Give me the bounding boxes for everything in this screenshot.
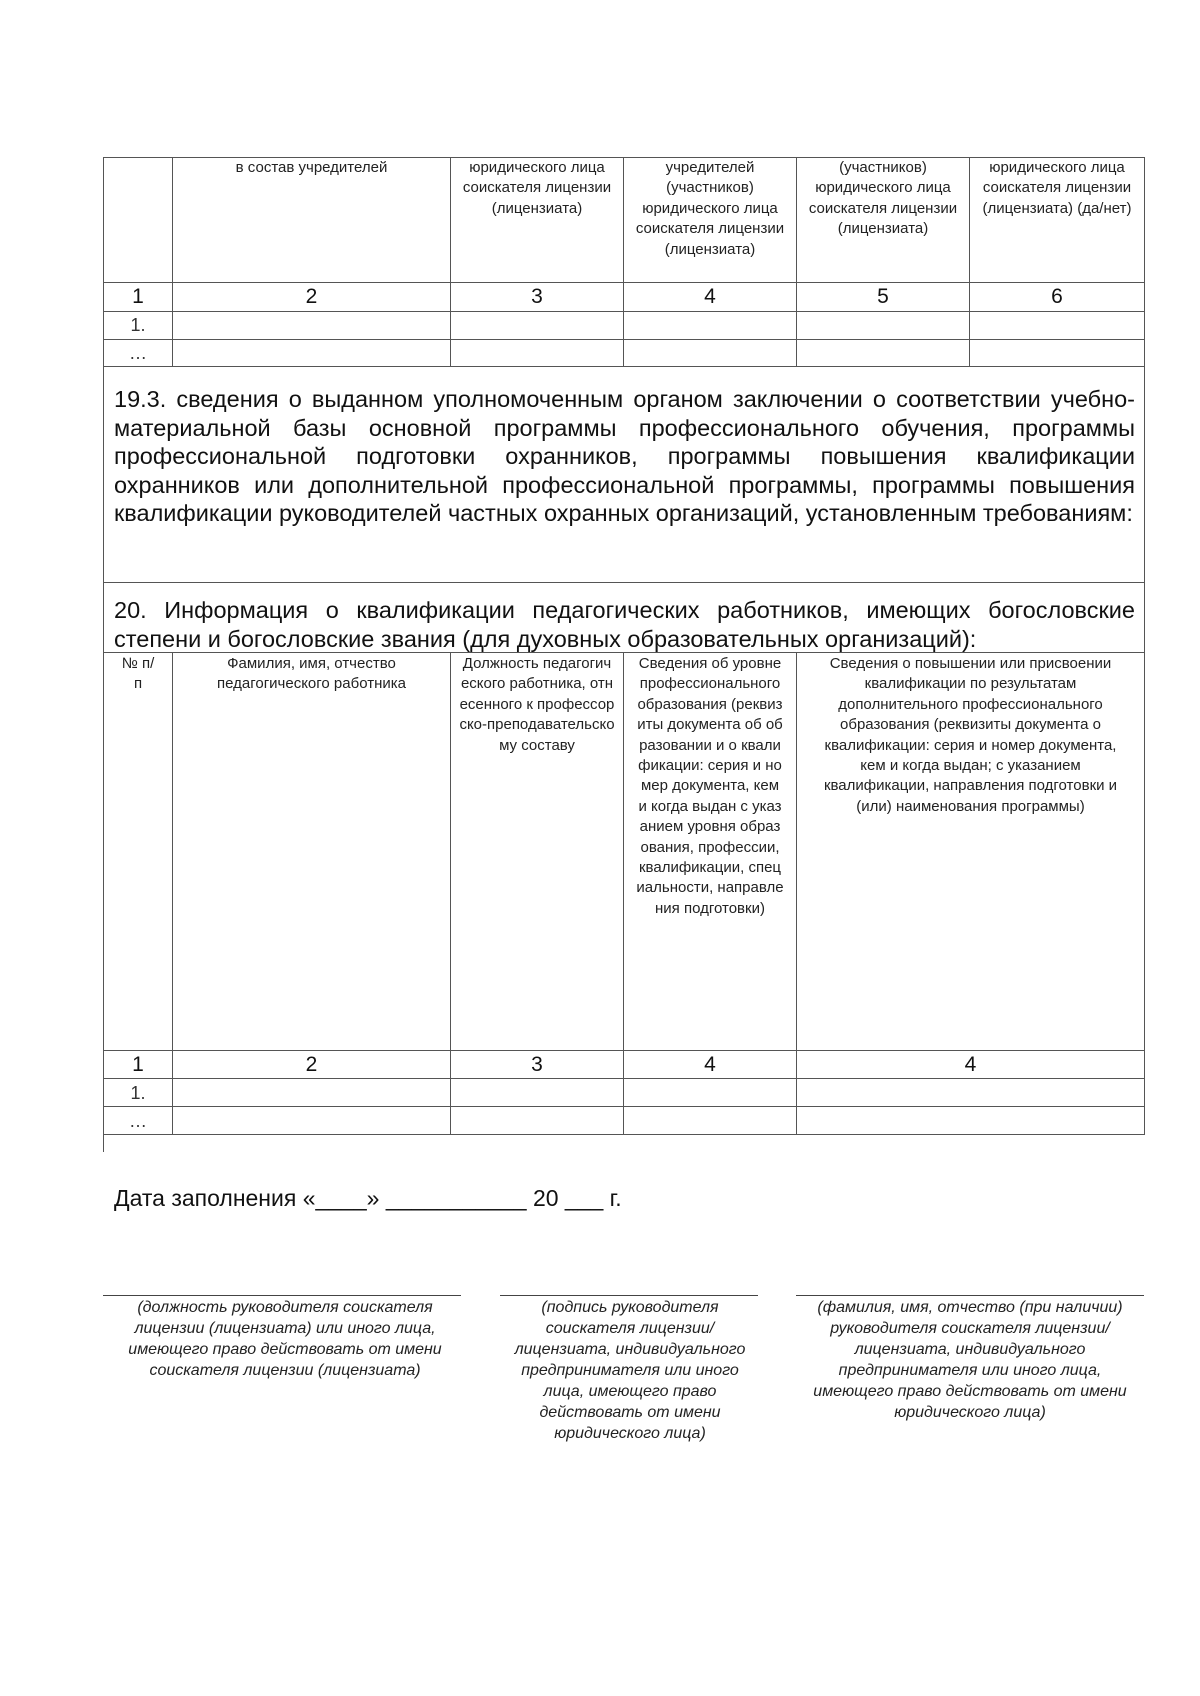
table2-colnum: 1 (132, 1053, 144, 1076)
table2-header-name: Фамилия, имя, отчество педагогического работника (216, 655, 406, 693)
section-20-title: 20. Информация о квалификации педагогических работников, имеющих богословские степени и богословские звания (для духовных образовательных организаций): (114, 597, 1135, 652)
table1-header-col6: юридического лица соискателя лицензии (лицензиата) (да/нет) (982, 159, 1132, 217)
table2-header-qualification: Сведения о повышении или присвоении квалификации по результатам дополнительного профессионального образования (реквизиты документа о квалификации: серия и номер документа, кем и когда выдан; с указанием квалификации, направления подготовки и (или) наименования программы) (823, 655, 1118, 815)
table1-row-number: 1. (130, 315, 146, 335)
table1-row-number: … (129, 343, 147, 363)
table1-colnum: 6 (1051, 285, 1063, 308)
signature-fullname-caption: (фамилия, имя, отчество (при наличии) руководителя соискателя лицензии/лицензиата, индивидуального предпринимателя или иного лица, имеющего право действовать от имени юридического лица) (813, 1299, 1127, 1421)
table1-header-col3: юридического лица соискателя лицензии (лицензиата) (462, 159, 612, 217)
table2-colnum: 3 (531, 1053, 543, 1076)
table2-row-number: … (129, 1111, 147, 1131)
table1-colnum: 2 (305, 285, 318, 308)
table2-colnum: 4 (704, 1053, 716, 1076)
signature-position-caption: (должность руководителя соискателя лицензии (лицензиата) или иного лица, имеющего право действовать от имени соискателя лицензии (лицензиата) (128, 1299, 442, 1379)
fill-date-line: Дата заполнения «____» ___________ 20 ___ г. (114, 1185, 622, 1211)
table2-colnum: 4 (964, 1053, 977, 1076)
table1-header-col4: учредителей (участников) юридического лица соискателя лицензии (лицензиата) (635, 159, 785, 258)
table2-header-number: № п/п (121, 655, 155, 693)
table2-colnum: 2 (305, 1053, 318, 1076)
table1-colnum: 3 (531, 285, 543, 308)
signature-sign-caption: (подпись руководителя соискателя лицензии/лицензиата, индивидуального предпринимателя или иного лица, имеющего право действовать от имени юридического лица) (514, 1299, 746, 1442)
table1-colnum: 4 (704, 285, 716, 308)
section-19-3-text: 19.3. сведения о выданном уполномоченным органом заключении о соответствии учебно-материальной базы основной программы профессионального обучения, программы профессиональной подготовки охранников, программы повышения квалификации охранников или дополнительной профессиональной программы, программы повышения квалификации руководителей частных охранных организаций, установленным требованиям: (114, 386, 1135, 527)
table2-header-education: Сведения об уровне профессионального образования (реквизиты документа об образовании и о квалификации: серия и номер документа, кем и когда выдан с указанием уровня образования, профессии, квалификации, специальности, направления подготовки) (636, 655, 784, 917)
table1-header-col2: в состав учредителей (235, 159, 388, 176)
table2-header-position: Должность педагогического работника, отнесенного к профессорско-преподавательскому составу (459, 655, 615, 754)
table2-row-number: 1. (130, 1083, 146, 1103)
table1-colnum: 1 (132, 285, 144, 308)
table1-header-col5: (участников) юридического лица соискателя лицензии (лицензиата) (808, 159, 958, 238)
table1-colnum: 5 (877, 285, 889, 308)
